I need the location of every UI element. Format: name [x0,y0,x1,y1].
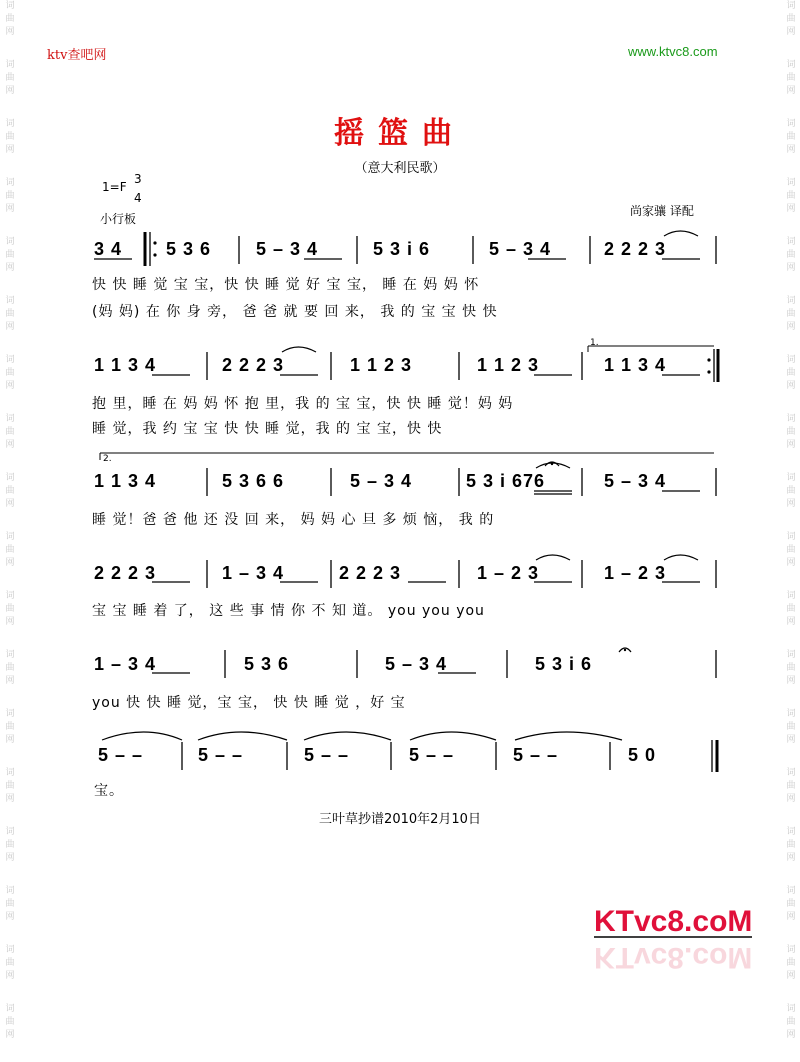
row4-measure-5: 1 – 2 3 [604,563,667,583]
site-name-left[interactable]: ktv查吧网 [47,48,107,63]
row5-measure-2: 5 3 6 [244,654,290,674]
row3-measure-5: 5 – 3 4 [604,471,667,491]
watermark-left: 词 曲 网 词 曲 网 词 曲 网 词 曲 网 词 曲 网 词 曲 网 词 曲 网 词 曲 网 词 曲 网 词 曲 网 词 曲 网 词 曲 网 词 曲 网 词 曲 网 词 曲 网 词 曲 网 词 曲 网 词 曲 网 [5,1,15,1040]
row1-measure-4: 5 – 3 4 [489,239,552,259]
row2-measure-3: 1 1 2 3 [350,355,413,375]
row3-measure-1: 1 1 3 4 [94,471,157,491]
row4-measure-4: 1 – 2 3 [477,563,540,583]
ktvc8-logo[interactable]: KTvc8.coM [594,905,753,938]
row3-measure-4: 5 3 i 676 [466,471,546,491]
row2-measure-5: 1 1 3 4 [604,355,667,375]
site-url-right[interactable]: www.ktvc8.com [628,44,718,59]
row2-lyrics-verse1: 抱 里，睡 在 妈 妈 怀 抱 里，我 的 宝 宝，快 快 睡 觉！妈 妈 [92,396,514,412]
watermark-right: 词 曲 网 词 曲 网 词 曲 网 词 曲 网 词 曲 网 词 曲 网 词 曲 网 词 曲 网 词 曲 网 词 曲 网 词 曲 网 词 曲 网 词 曲 网 词 曲 网 词 曲 网 词 曲 网 词 曲 网 词 曲 网 [786,1,796,1040]
row2-volta-1: 1. [590,338,599,348]
row3-lyrics: 睡 觉！爸 爸 他 还 没 回 来， 妈 妈 心 旦 多 烦 恼， 我 的 [92,512,495,528]
row1-measure-pickup: 3 4 [94,239,123,259]
arranger-credit: 尚家骧 译配 [630,204,694,218]
ktvc8-logo-reflection: KTvc8.coM [594,941,753,974]
row4-lyrics: 宝 宝 睡 着 了， 这 些 事 情 你 不 知 道。 you you you [92,603,485,619]
row6-measure-6: 5 0 [628,745,657,765]
row4-measure-1: 2 2 2 3 [94,563,157,583]
key-signature: 1=F [102,180,127,194]
page-title: 摇篮曲 [334,116,466,151]
row3-volta-2: 2. [103,454,112,464]
row2-measure-2: 2 2 2 3 [222,355,285,375]
row4-measure-2: 1 – 3 4 [222,563,285,583]
subtitle: （意大利民歌） [354,161,446,176]
row3-measure-2: 5 3 6 6 [222,471,285,491]
row1-lyrics-verse2: (妈 妈) 在 你 身 旁， 爸 爸 就 要 回 来， 我 的 宝 宝 快 快 [92,304,498,320]
time-signature-bottom: 4 [134,191,142,205]
row1-measure-1: 5 3 6 [166,239,212,259]
row3-measure-3: 5 – 3 4 [350,471,413,491]
row1-lyrics-verse1: 快 快 睡 觉 宝 宝，快 快 睡 觉 好 宝 宝， 睡 在 妈 妈 怀 [92,277,480,293]
transcription-note: 三叶草抄谱2010年2月10日 [319,812,481,827]
row6-measure-5: 5 – – [513,745,559,765]
row6-measure-4: 5 – – [409,745,455,765]
row2-measure-4: 1 1 2 3 [477,355,540,375]
row4-measure-3: 2 2 2 3 [339,563,402,583]
row6-lyrics: 宝。 [94,783,124,799]
row6-measure-1: 5 – – [98,745,144,765]
tempo-marking: 小行板 [100,212,137,226]
row6-measure-2: 5 – – [198,745,244,765]
row5-lyrics: you 快 快 睡 觉，宝 宝， 快 快 睡 觉 ，好 宝 [92,695,406,711]
row2-lyrics-verse2: 睡 觉，我 约 宝 宝 快 快 睡 觉，我 的 宝 宝，快 快 [92,421,443,437]
row1-measure-2: 5 – 3 4 [256,239,319,259]
time-signature-top: 3 [134,172,142,186]
row2-measure-1: 1 1 3 4 [94,355,157,375]
row5-measure-4: 5 3 i 6 [535,654,593,674]
row1-measure-3: 5 3 i 6 [373,239,431,259]
row6-measure-3: 5 – – [304,745,350,765]
row5-measure-1: 1 – 3 4 [94,654,157,674]
row1-measure-5: 2 2 2 3 [604,239,667,259]
row5-measure-3: 5 – 3 4 [385,654,448,674]
